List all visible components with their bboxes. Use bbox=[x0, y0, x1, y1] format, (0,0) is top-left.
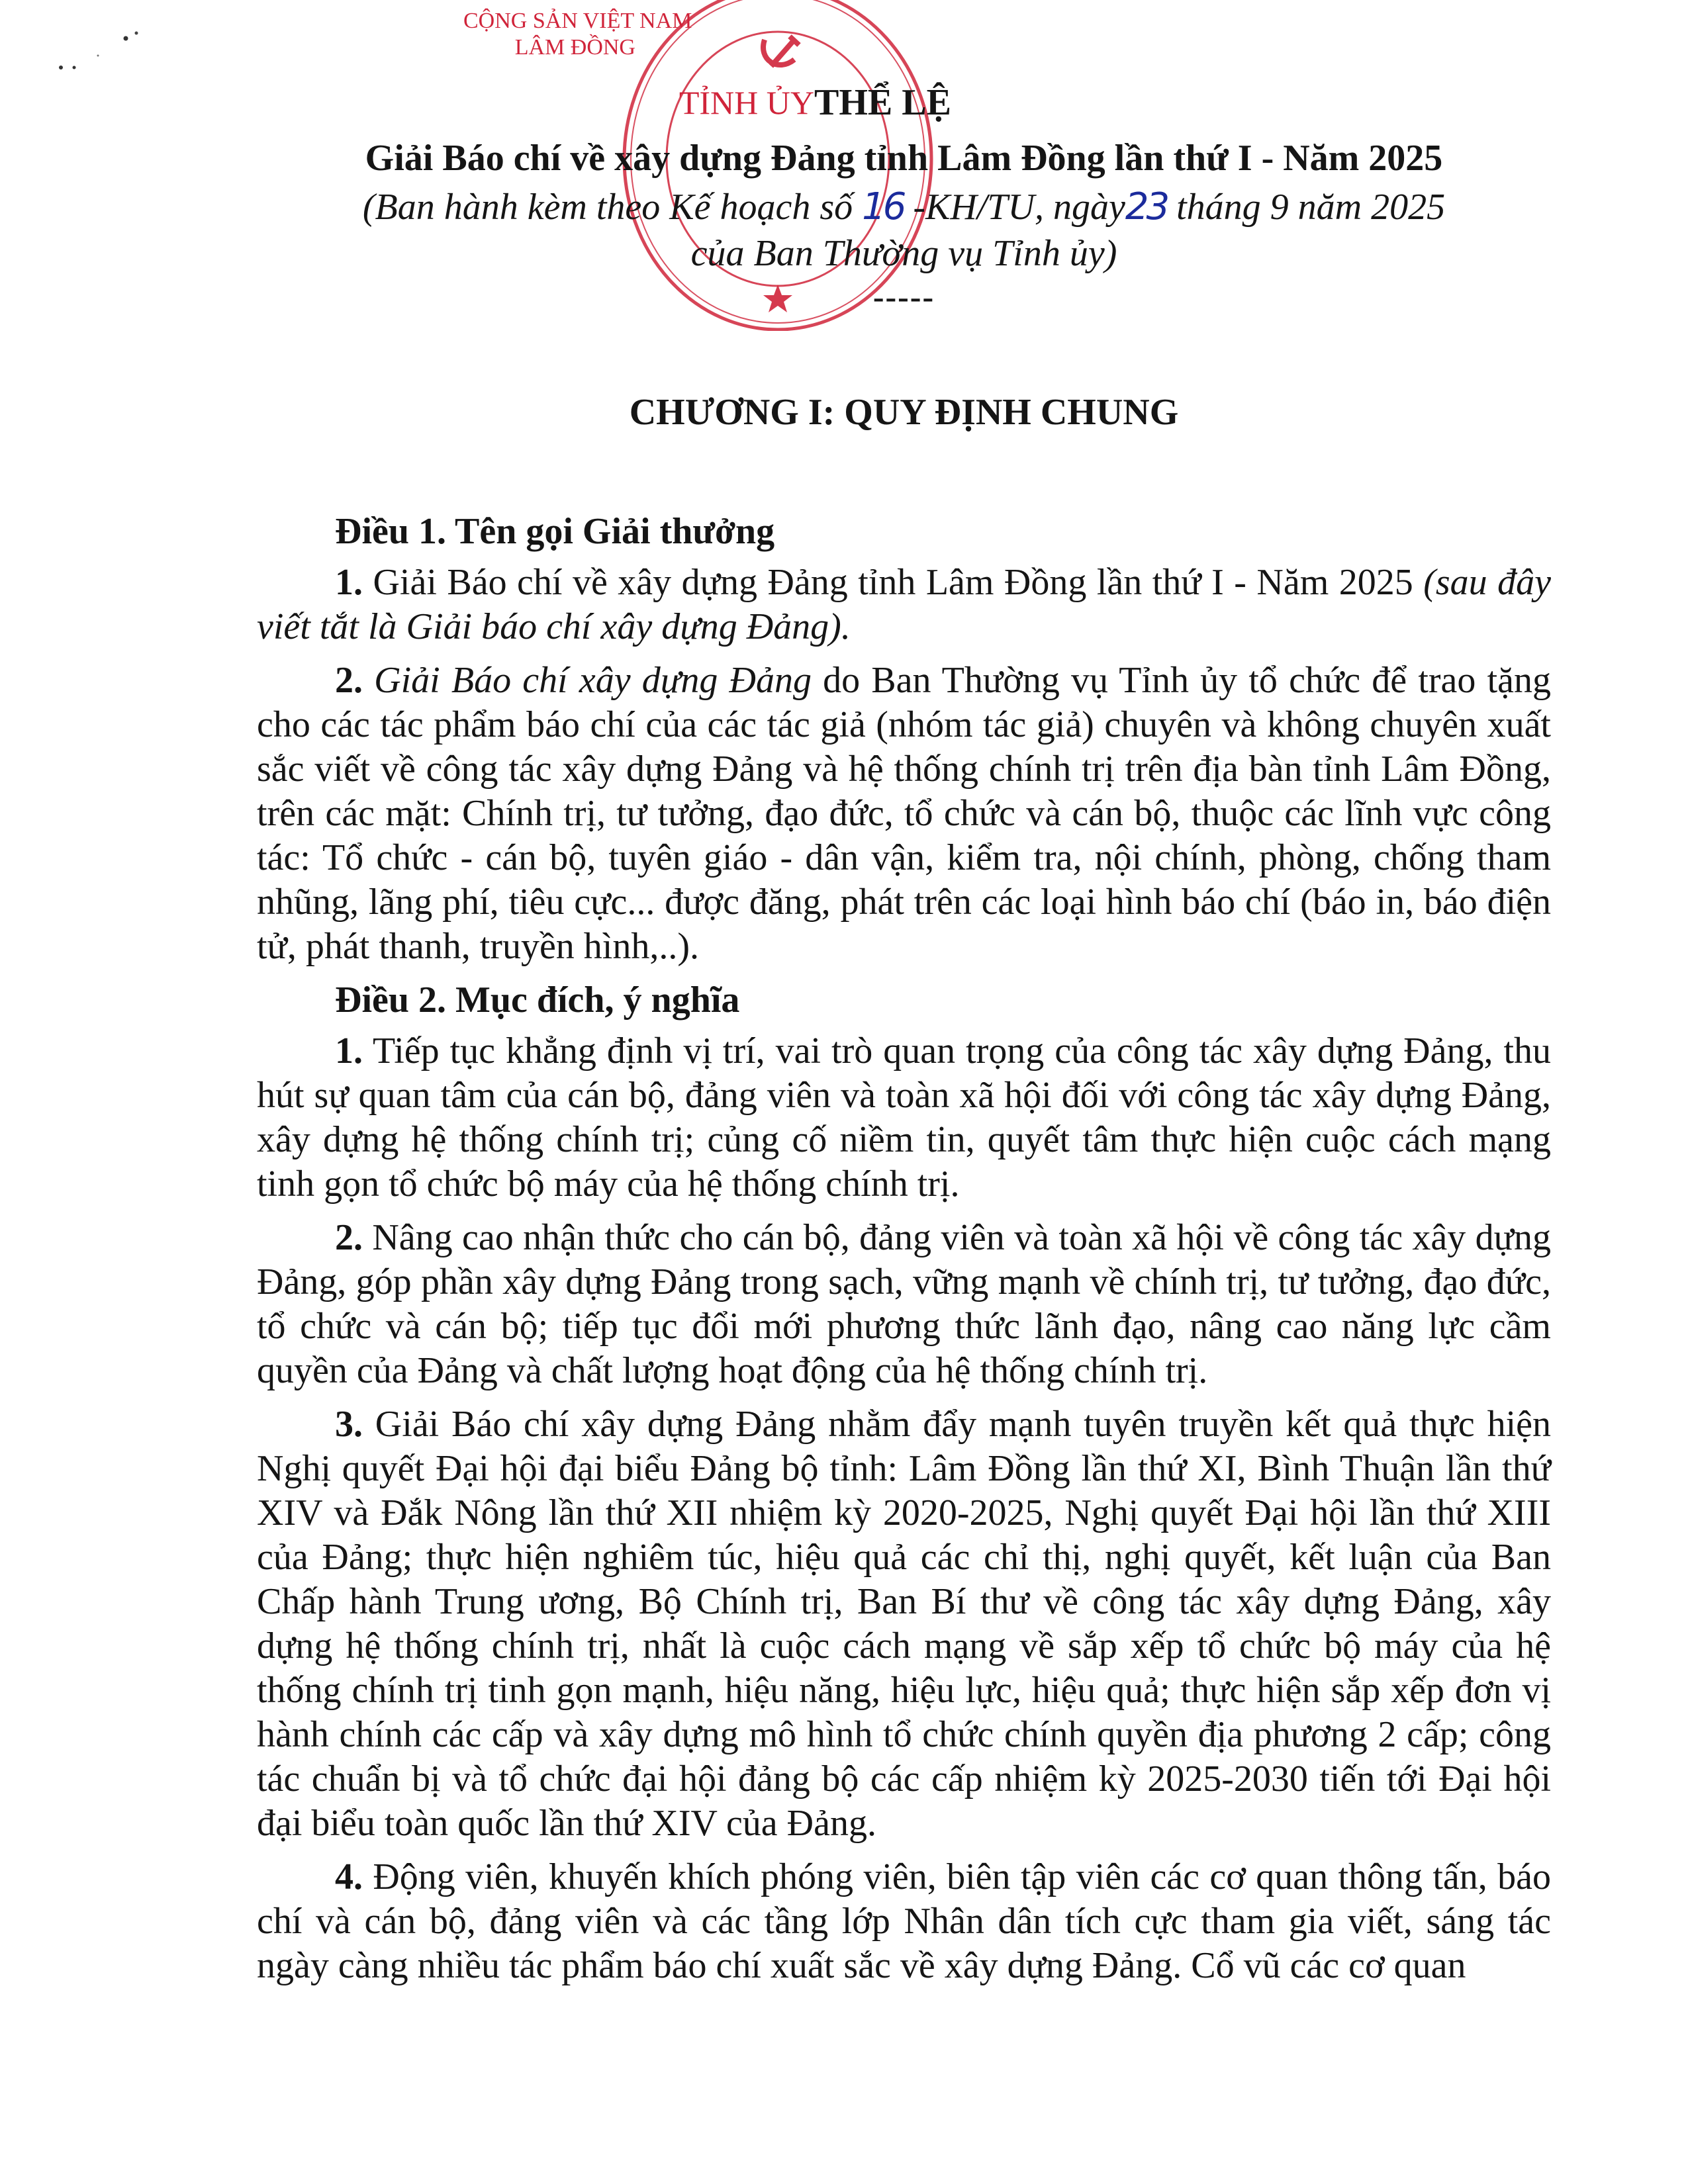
clause-text: Động viên, khuyến khích phóng viên, biên tập viên các cơ quan thông tấn, báo chí và cán bộ, đảng viên và các tầng lớp Nhân dân tích cực tham gia viết, sáng tác ngày càng nhiều tác phẩm báo chí xuất sắc về xây dựng Đảng. Cổ vũ các cơ quan bbox=[257, 1856, 1551, 1986]
clause-number: 1. bbox=[335, 562, 363, 603]
clause-text: Tiếp tục khẳng định vị trí, vai trò quan trọng của công tác xây dựng Đảng, thu hút sự quan tâm của cán bộ, đảng viên và toàn xã hội đối với công tác xây dựng Đảng, xây dựng hệ thống chính trị; củng cố niềm tin, quyết tâm thực hiện cuộc cách mạng tinh gọn tổ chức bộ máy của hệ thống chính trị. bbox=[257, 1030, 1551, 1205]
issued-middle: -KH/TU, ngày bbox=[904, 187, 1125, 228]
clause-italic-note: (sau đây viết tắt là Giải báo chí xây dựng Đảng). bbox=[257, 562, 1551, 647]
clause bbox=[257, 1029, 1551, 1206]
handwritten-plan-number: 16 bbox=[862, 185, 904, 228]
clause bbox=[257, 659, 1551, 969]
seal-center-bottom: LÂM ĐỒNG bbox=[514, 35, 635, 60]
clause-text: Nâng cao nhận thức cho cán bộ, đảng viên và toàn xã hội về công tác xây dựng Đảng, góp phần xây dựng Đảng trong sạch, vững mạnh về chính trị, tư tưởng, đạo đức, tổ chức và cán bộ; tiếp tục đổi mới phương thức lãnh đạo, nâng cao năng lực cầm quyền của Đảng và chất lượng hoạt động của hệ thống chính trị. bbox=[257, 1217, 1551, 1391]
clause-text: Giải Báo chí xây dựng Đảng nhằm đẩy mạnh tuyên truyền kết quả thực hiện Nghị quyết Đại hội đại biểu Đảng bộ tỉnh: Lâm Đồng lần thứ XI, Bình Thuận lần thứ XIV và Đắk Nông lần thứ XII nhiệm kỳ 2020-2025, Nghị quyết Đại hội lần thứ XIII của Đảng; thực hiện nghiêm túc, hiệu quả các chỉ thị, nghị quyết, kết luận của Ban Chấp hành Trung ương, Bộ Chính trị, Ban Bí thư về công tác xây dựng Đảng, xây dựng hệ thống chính trị, nhất là cuộc cách mạng về sắp xếp tổ chức bộ máy của hệ thống chính trị tinh gọn mạnh, hiệu năng, hiệu lực, hiệu quả; thực hiện sắp xếp đơn vị hành chính các cấp và xây dựng mô hình tổ chức chính quyền địa phương 2 cấp; công tác chuẩn bị và tổ chức đại hội đảng bộ các cấp nhiệm kỳ 2025-2030 tiến tới Đại hội đại biểu toàn quốc lần thứ XIV của Đảng. bbox=[257, 1404, 1551, 1844]
document-body bbox=[257, 510, 1551, 1997]
clause-number: 2. bbox=[335, 1217, 363, 1258]
chapter-heading: CHƯƠNG I: QUY ĐỊNH CHUNG bbox=[629, 392, 1179, 433]
issued-line2: của Ban Thường vụ Tỉnh ủy) bbox=[690, 233, 1117, 274]
clause bbox=[257, 561, 1551, 649]
clause-number: 2. bbox=[335, 660, 363, 701]
clause-italic-term: Giải Báo chí xây dựng Đảng bbox=[363, 660, 812, 701]
clause bbox=[257, 1855, 1551, 1988]
document-subtitle: Giải Báo chí về xây dựng Đảng tỉnh Lâm Đồng lần thứ I - Năm 2025 bbox=[365, 138, 1443, 179]
clause-number: 4. bbox=[335, 1856, 363, 1897]
handwritten-day: 23 bbox=[1125, 185, 1168, 228]
clause-text: Giải Báo chí về xây dựng Đảng tỉnh Lâm Đồng lần thứ I - Năm 2025 bbox=[363, 562, 1424, 603]
clause-text: do Ban Thường vụ Tỉnh ủy tổ chức để trao tặng cho các tác phẩm báo chí của các tác giả (nhóm tác giả) chuyên và không chuyên xuất sắc viết về công tác xây dựng Đảng và hệ thống chính trị trên địa bàn tỉnh Lâm Đồng, trên các mặt: Chính trị, tư tưởng, đạo đức, tổ chức và cán bộ, thuộc các lĩnh vực công tác: Tổ chức - cán bộ, tuyên giáo - dân vận, kiểm tra, nội chính, phòng, chống tham nhũng, lãng phí, tiêu cực... được đăng, phát trên các loại hình báo chí (báo in, báo điện tử, phát thanh, truyền hình,..). bbox=[257, 660, 1551, 967]
seal-center-top: TỈNH ỦY bbox=[679, 84, 814, 121]
separator: ----- bbox=[872, 278, 935, 315]
article-heading: Điều 2. Mục đích, ý nghĩa bbox=[335, 979, 740, 1021]
clause-number: 1. bbox=[335, 1030, 363, 1071]
clause bbox=[257, 1216, 1551, 1393]
clause-number: 3. bbox=[335, 1404, 363, 1445]
document-title bbox=[814, 81, 1145, 124]
scan-specks bbox=[53, 26, 159, 79]
issued-suffix: tháng 9 năm 2025 bbox=[1167, 187, 1446, 228]
seal-lettering bbox=[463, 8, 692, 61]
title-text: THỂ LỆ bbox=[814, 82, 951, 123]
seal-outer-text: CỘNG SẢN VIỆT NAM bbox=[463, 9, 692, 33]
issued-prefix: (Ban hành kèm theo Kế hoạch số bbox=[362, 187, 863, 228]
article-heading: Điều 1. Tên gọi Giải thưởng bbox=[335, 511, 775, 552]
issuance-note bbox=[257, 184, 1551, 277]
clause bbox=[257, 1402, 1551, 1846]
hammer-sickle-icon bbox=[763, 36, 799, 66]
issued-line1 bbox=[257, 184, 1551, 230]
